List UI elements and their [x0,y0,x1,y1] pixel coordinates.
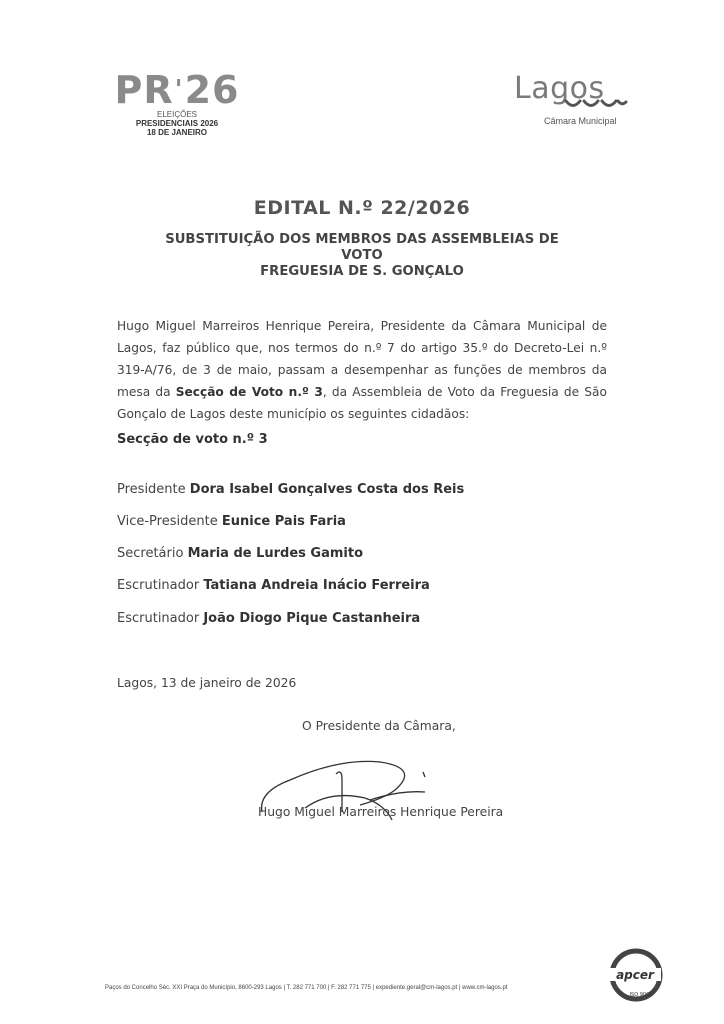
member-name: Dora Isabel Gonçalves Costa dos Reis [189,482,465,497]
certification-seal [607,946,665,1004]
municipal-logo [514,71,634,126]
subtitle-line2: VOTO [341,248,383,263]
member-role: Vice-Presidente [117,514,218,529]
election-logo-mark: PR'26 [114,68,240,112]
election-logo-line3: 18 DE JANEIRO [146,128,208,137]
member-name: Maria de Lurdes Gamito [187,546,364,561]
svg-text:ISO 9001: ISO 9001 [629,992,653,998]
member-name: Tatiana Andreia Inácio Ferreira [203,578,430,593]
election-logo-line2: PRESIDENCIAIS 2026 [135,119,219,128]
member-role: Secretário [117,546,184,561]
signatory-name: Hugo Miguel Marreiros Henrique Pereira [258,805,504,819]
footer-address: Paços do Concelho Séc. XXI Praça do Município, 8600-293 Lagos | T. 282 771 700 | F. 282 771 775 | expediente.geral@cm-lagos.pt | www.cm-lagos.pt [105,985,508,991]
municipal-logo-word: Lagos [514,71,605,106]
member-role: Presidente [117,482,186,497]
subtitle-line1: SUBSTITUIÇÃO DOS MEMBROS DAS ASSEMBLEIAS DE [165,232,559,247]
subtitle-line3: FREGUESIA DE S. GONÇALO [260,264,464,279]
member-role: Escrutinador [117,578,200,593]
member-row [117,482,464,497]
place-date: Lagos, 13 de janeiro de 2026 [117,676,297,690]
body-paragraph [117,315,607,425]
document-title: EDITAL N.º 22/2026 [253,197,471,219]
svg-text:apcer: apcer [616,968,654,982]
member-name: João Diogo Pique Castanheira [203,611,421,626]
election-logo [112,70,242,137]
waves-icon [564,98,628,112]
document-subtitle [140,232,584,280]
section-heading: Secção de voto n.º 3 [117,432,268,447]
body-text-part1: Hugo Miguel Marreiros Henrique Pereira, Presidente da Câmara Municipal de Lagos, faz público que, nos termos do n.º 7 do artigo 35.º do Decreto-Lei n.º 319-A/76, de 3 de maio, passam a desempenhar as funções de membros da mesa da [117,319,607,399]
member-name: Eunice Pais Faria [221,514,346,529]
municipal-logo-subtitle: Câmara Municipal [544,116,617,126]
signatory-role: O Presidente da Câmara, [302,719,456,733]
member-row [117,546,363,561]
body-text-bold: Secção de Voto n.º 3 [175,385,323,399]
member-row [117,514,346,529]
member-row [117,578,430,593]
election-logo-line1: ELEIÇÕES [156,110,197,119]
member-role: Escrutinador [117,611,200,626]
member-row [117,611,420,626]
body-text-part2: , da Assembleia de Voto da Freguesia de São Gonçalo de Lagos deste município os seguintes cidadãos: [117,385,607,421]
